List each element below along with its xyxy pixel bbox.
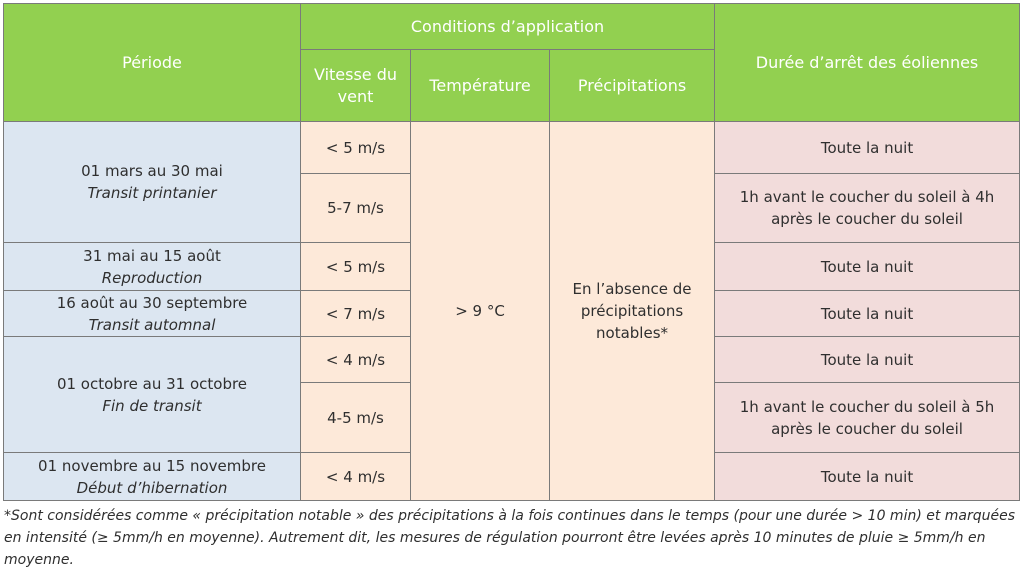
regulation-table-container <box>3 3 1019 501</box>
period-cell <box>4 291 301 337</box>
wind-cell: < 5 m/s <box>301 243 411 291</box>
header-duration: Durée d’arrêt des éoliennes <box>715 4 1020 122</box>
header-precipitation: Précipitations <box>550 50 715 122</box>
duration-cell: Toute la nuit <box>715 243 1020 291</box>
period-phase: Transit printanier <box>87 184 217 202</box>
period-phase: Reproduction <box>101 268 203 287</box>
header-conditions: Conditions d’application <box>301 4 715 50</box>
period-phase: Début d’hibernation <box>76 478 228 497</box>
wind-cell: 4-5 m/s <box>301 383 411 453</box>
duration-cell: Toute la nuit <box>715 122 1020 174</box>
wind-cell: 5-7 m/s <box>301 174 411 243</box>
footnote: *Sont considérées comme « précipitation notable » des précipitations à la fois continues dans le temps (pour une durée > 10 min) et marquées en intensité (≥ 5mm/h en moyenne). Autrement dit, les mesures de régulation pourront être levées après 10 minutes de pluie ≥ 5mm/h en moyenne. <box>4 508 1016 568</box>
duration-cell: Toute la nuit <box>715 337 1020 383</box>
table-row <box>4 122 1020 174</box>
duration-cell: 1h avant le coucher du soleil à 4h après le coucher du soleil <box>715 174 1020 243</box>
temperature-cell: > 9 °C <box>411 122 550 501</box>
period-dates: 01 octobre au 31 octobre <box>56 374 248 393</box>
period-dates: 01 mars au 30 mai <box>81 162 223 180</box>
header-temperature: Température <box>411 50 550 122</box>
wind-cell: < 4 m/s <box>301 453 411 501</box>
header-wind: Vitesse du vent <box>301 50 411 122</box>
period-cell <box>4 122 301 243</box>
header-row-1 <box>4 4 1020 50</box>
duration-cell: Toute la nuit <box>715 453 1020 501</box>
period-dates: 16 août au 30 septembre <box>56 293 248 312</box>
period-cell <box>4 453 301 501</box>
period-phase: Fin de transit <box>102 396 202 415</box>
precipitation-cell: En l’absence de précipitations notables* <box>550 122 715 501</box>
period-cell <box>4 243 301 291</box>
wind-cell: < 4 m/s <box>301 337 411 383</box>
duration-cell: 1h avant le coucher du soleil à 5h après le coucher du soleil <box>715 383 1020 453</box>
header-period: Période <box>4 4 301 122</box>
wind-cell: < 7 m/s <box>301 291 411 337</box>
duration-cell: Toute la nuit <box>715 291 1020 337</box>
period-dates: 31 mai au 15 août <box>83 246 221 265</box>
wind-cell: < 5 m/s <box>301 122 411 174</box>
period-dates: 01 novembre au 15 novembre <box>38 456 266 475</box>
period-phase: Transit automnal <box>88 315 216 334</box>
regulation-table <box>3 3 1020 501</box>
period-cell <box>4 337 301 453</box>
